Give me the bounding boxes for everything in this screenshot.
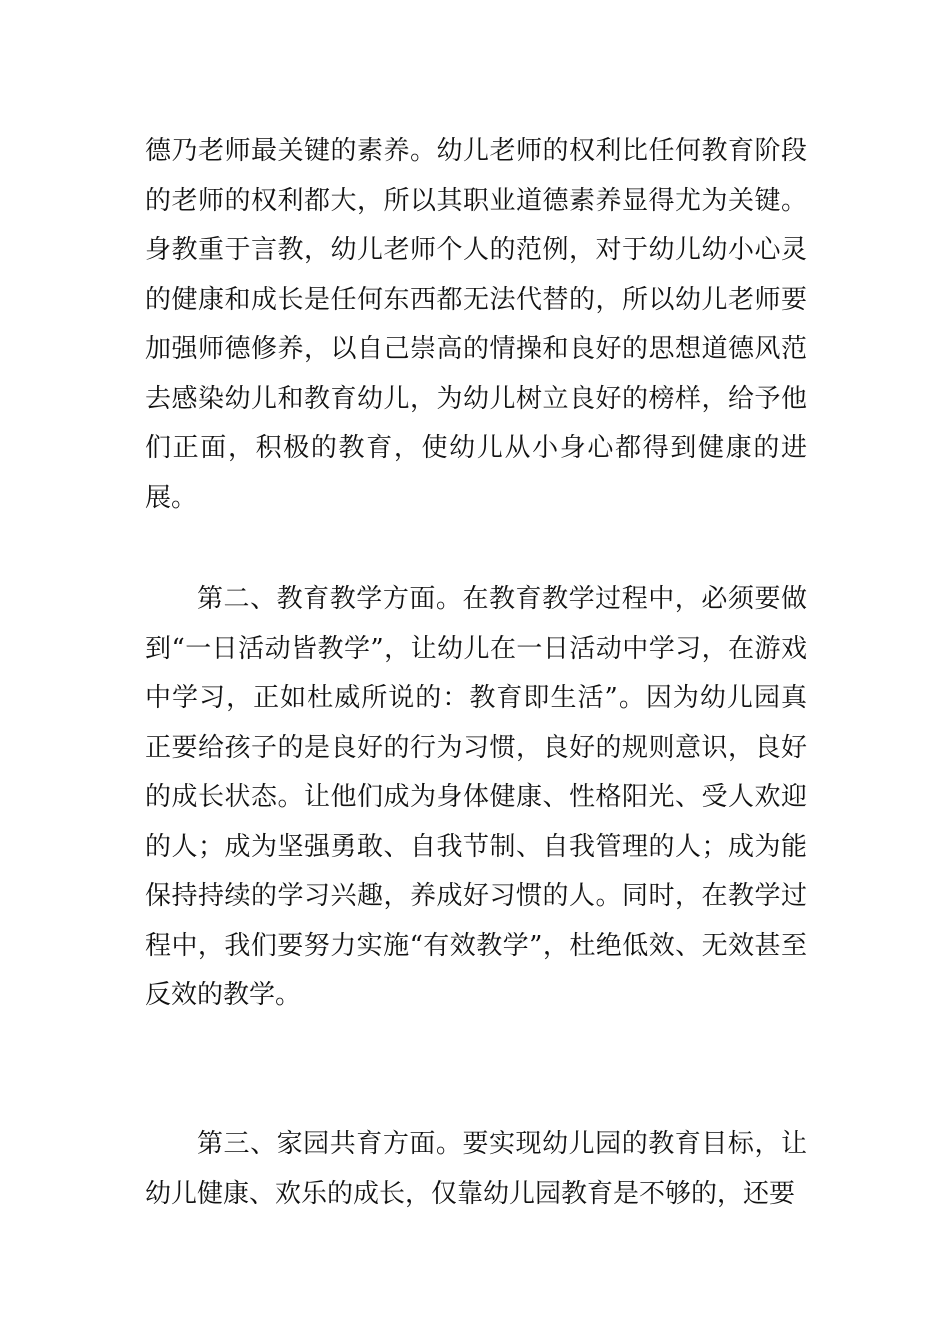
paragraph-home-school-co-education: 第三、家园共育方面。要实现幼儿园的教育目标，让幼儿健康、欢乐的成长，仅靠幼儿园教育是不够的，还要 <box>145 1129 807 1209</box>
paragraph-teacher-ethics: 德乃老师最关键的素养。幼儿老师的权利比任何教育阶段的老师的权利都大，所以其职业道德素养显得尤为关键。身教重于言教，幼儿老师个人的范例，对于幼儿幼小心灵的健康和成长是任何东西都无法代替的，所以幼儿老师要加强师德修养，以自己崇高的情操和良好的思想道德风范去感染幼儿和教育幼儿，为幼儿树立良好的榜样，给予他们正面，积极的教育，使幼儿从小身心都得到健康的进展。 <box>145 136 807 513</box>
paragraph-education-teaching: 第二、教育教学方面。在教育教学过程中，必须要做到“一日活动皆教学”，让幼儿在一日活动中学习，在游戏中学习，正如杜威所说的：教育即生活”。因为幼儿园真正要给孩子的是良好的行为习惯，良好的规则意识，良好的成长状态。让他们成为身体健康、性格阳光、受人欢迎的人；成为坚强勇敢、自我节制、自我管理的人；成为能保持持续的学习兴趣，养成好习惯的人。同时，在教学过程中，我们要努力实施“有效教学”，杜绝低效、无效甚至反效的教学。 <box>145 584 807 1010</box>
